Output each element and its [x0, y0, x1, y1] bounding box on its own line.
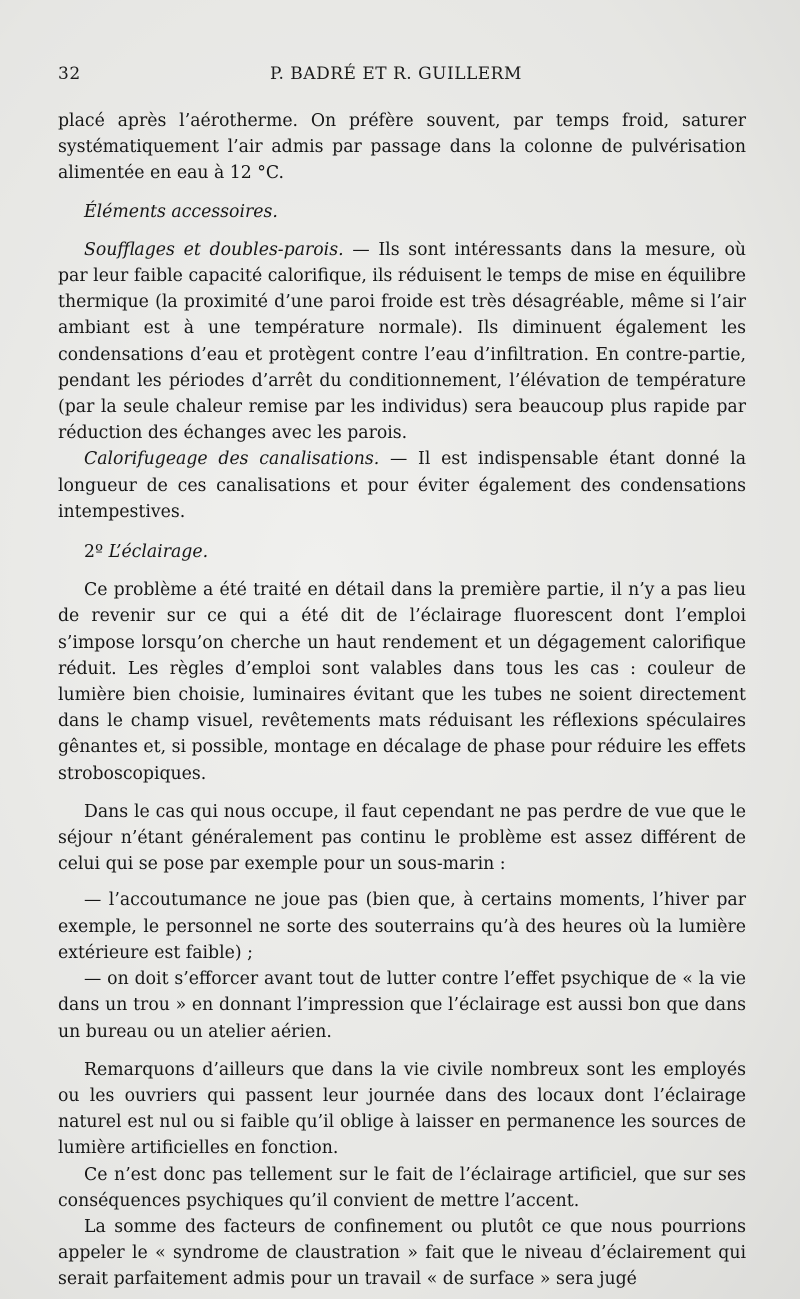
paragraph-effet-psychique: — on doit s’efforcer avant tout de lutter contre l’effet psychique de « la vie dans un trou » en donnant l’impression que l’éclairage est aussi bon que dans un bureau ou un atelier aérien. — [58, 969, 746, 1042]
paragraph-cas: Dans le cas qui nous occupe, il faut cependant ne pas perdre de vue que le séjour n’étant généralement pas continu le problème est assez différent de celui qui se pose par exemple pour un sous-marin : — [58, 801, 746, 875]
page-number: 32 — [58, 64, 81, 84]
paragraph-soufflages-text: — Ils sont intéressants dans la mesure, où par leur faible capacité calorifique, ils réduisent le temps de mise en équilibre thermique (la proximité d’une paroi froide est très désagréable, même si l’air ambiant est à une température normale). Ils diminuent également les condensations d’eau et protègent contre l’eau d’infiltration. En contre-partie, pendant les périodes d’arrêt du conditionnement, l’élévation de température (par la seule chaleur remise par les individus) sera beaucoup plus rapide par réduction des échanges avec les parois. — [58, 239, 746, 444]
heading-eclairage-number: 2º — [84, 542, 104, 563]
paragraph-accoutumance: — l’accoutumance ne joue pas (bien que, à certains moments, l’hiver par exemple, le personnel ne sorte des souterrains qu’à des heures où la lumière extérieure est faible) ; — [58, 890, 746, 963]
heading-elements-accessoires: Éléments accessoires. — [84, 201, 278, 222]
paragraph-calorifugeage-title: Calorifugeage des canalisations. — [84, 449, 380, 470]
heading-eclairage-title: L’éclairage. — [108, 542, 209, 563]
body-text — [58, 108, 746, 1293]
paragraph-soufflages-title: Soufflages et doubles-parois. — [84, 239, 344, 260]
paragraph-soufflages — [58, 237, 746, 447]
paragraph-consequences: Ce n’est donc pas tellement sur le fait de l’éclairage artificiel, que sur ses conséquences psychiques qu’il convient de mettre l’accent. — [58, 1164, 746, 1211]
paragraph-syndrome: La somme des facteurs de confinement ou plutôt ce que nous pourrions appeler le « syndrome de claustration » fait que le niveau d’éclairement qui serait parfaitement admis pour un travail « de surface » sera jugé — [58, 1216, 746, 1290]
running-head: P. BADRÉ ET R. GUILLERM — [270, 64, 522, 84]
paragraph-remarquons: Remarquons d’ailleurs que dans la vie civile nombreux sont les employés ou les ouvriers qui passent leur journée dans des locaux dont l’éclairage naturel est nul ou si faible qu’il oblige à laisser en permanence les sources de lumière artificielles en fonction. — [58, 1059, 746, 1159]
paragraph-calorifugeage-text: — Il est indispensable étant donné la longueur de ces canalisations et pour éviter également des condensations intempestives. — [58, 449, 746, 522]
page-header — [58, 64, 752, 90]
paragraph-calorifugeage — [58, 446, 746, 525]
paragraph-probleme: Ce problème a été traité en détail dans la première partie, il n’y a pas lieu de revenir sur ce qui a été dit de l’éclairage fluorescent dont l’emploi s’impose lorsqu’on cherche un haut rendement et un dégagement calorifique réduit. Les règles d’emploi sont valables dans tous les cas : couleur de lumière bien choisie, luminaires évitant que les tubes ne soient directement dans le champ visuel, revêtements mats réduisant les réflexions spéculaires gênantes et, si possible, montage en décalage de phase pour réduire les effets stroboscopiques. — [58, 580, 746, 784]
paragraph-aerotherme: placé après l’aérotherme. On préfère souvent, par temps froid, saturer systématiquement l’air admis par passage dans la colonne de pulvérisation alimentée en eau à 12 °C. — [58, 111, 746, 184]
heading-eclairage — [58, 539, 746, 565]
